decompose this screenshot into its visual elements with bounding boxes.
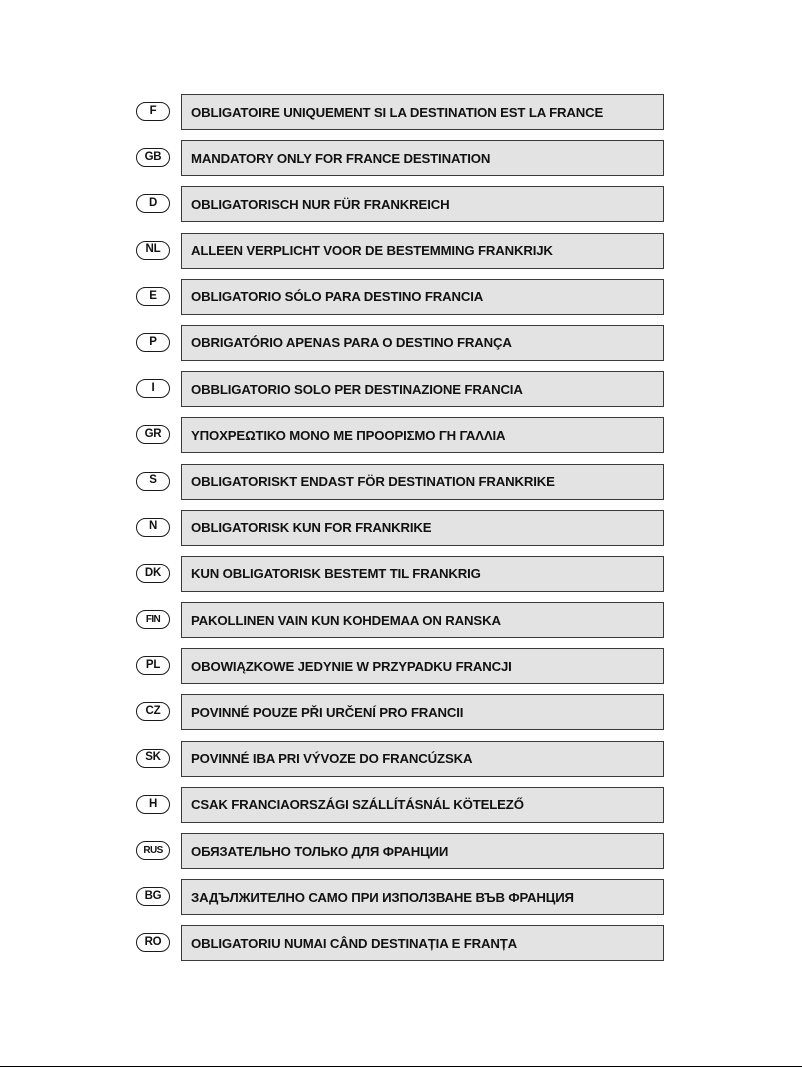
language-code-badge: P [136, 333, 170, 352]
notice-text: MANDATORY ONLY FOR FRANCE DESTINATION [181, 140, 664, 176]
notice-row-i [136, 371, 666, 407]
notice-row-cz [136, 694, 666, 730]
notice-text: OBLIGATORISCH NUR FÜR FRANKREICH [181, 186, 664, 222]
language-code-badge: E [136, 287, 170, 306]
language-code-badge: SK [136, 749, 170, 768]
notice-row-e [136, 279, 666, 315]
notice-text: KUN OBLIGATORISK BESTEMT TIL FRANKRIG [181, 556, 664, 592]
notice-text: OBBLIGATORIO SOLO PER DESTINAZIONE FRANCIA [181, 371, 664, 407]
notice-text: OBLIGATORISKT ENDAST FÖR DESTINATION FRANKRIKE [181, 464, 664, 500]
notice-text: ЗАДЪЛЖИТЕЛНО САМО ПРИ ИЗПОЛЗВАНЕ ВЪВ ФРАНЦИЯ [181, 879, 664, 915]
notice-text: POVINNÉ IBA PRI VÝVOZE DO FRANCÚZSKA [181, 741, 664, 777]
notice-text: ОБЯЗАТЕЛЬНО ТОЛЬКО ДЛЯ ФРАНЦИИ [181, 833, 664, 869]
language-code-badge: GR [136, 425, 170, 444]
notice-text: OBOWIĄZKOWE JEDYNIE W PRZYPADKU FRANCJI [181, 648, 664, 684]
notice-text: POVINNÉ POUZE PŘI URČENÍ PRO FRANCII [181, 694, 664, 730]
notice-list [136, 94, 666, 972]
notice-text: ALLEEN VERPLICHT VOOR DE BESTEMMING FRANKRIJK [181, 233, 664, 269]
notice-text: OBLIGATOIRE UNIQUEMENT SI LA DESTINATION EST LA FRANCE [181, 94, 664, 130]
language-code-badge: N [136, 518, 170, 537]
notice-row-rus [136, 833, 666, 869]
notice-row-gr [136, 417, 666, 453]
language-code-badge: BG [136, 887, 170, 906]
language-code-badge: PL [136, 656, 170, 675]
notice-row-n [136, 510, 666, 546]
notice-text: ΥΠΟΧΡΕΩΤΙΚΟ ΜΟΝΟ ΜΕ ΠΡΟΟΡΙΣΜΟ ΓΗ ΓΑΛΛΙΑ [181, 417, 664, 453]
language-code-badge: D [136, 194, 170, 213]
notice-text: PAKOLLINEN VAIN KUN KOHDEMAA ON RANSKA [181, 602, 664, 638]
page-bottom-rule [0, 1066, 802, 1067]
notice-text: OBLIGATORISK KUN FOR FRANKRIKE [181, 510, 664, 546]
notice-row-d [136, 186, 666, 222]
notice-row-p [136, 325, 666, 361]
language-code-badge: S [136, 472, 170, 491]
language-code-badge: RUS [136, 841, 170, 860]
notice-row-h [136, 787, 666, 823]
notice-row-pl [136, 648, 666, 684]
language-code-badge: DK [136, 564, 170, 583]
notice-row-s [136, 464, 666, 500]
language-code-badge: I [136, 379, 170, 398]
notice-text: OBLIGATORIO SÓLO PARA DESTINO FRANCIA [181, 279, 664, 315]
language-code-badge: FIN [136, 610, 170, 629]
notice-row-nl [136, 233, 666, 269]
notice-row-bg [136, 879, 666, 915]
language-code-badge: F [136, 102, 170, 121]
notice-row-ro [136, 925, 666, 961]
notice-text: OBRIGATÓRIO APENAS PARA O DESTINO FRANÇA [181, 325, 664, 361]
notice-row-f [136, 94, 666, 130]
language-code-badge: GB [136, 148, 170, 167]
language-code-badge: RO [136, 933, 170, 952]
notice-row-fin [136, 602, 666, 638]
notice-row-gb [136, 140, 666, 176]
language-code-badge: H [136, 795, 170, 814]
notice-text: CSAK FRANCIAORSZÁGI SZÁLLÍTÁSNÁL KÖTELEZŐ [181, 787, 664, 823]
notice-row-dk [136, 556, 666, 592]
language-code-badge: CZ [136, 702, 170, 721]
notice-row-sk [136, 741, 666, 777]
language-code-badge: NL [136, 241, 170, 260]
notice-text: OBLIGATORIU NUMAI CÂND DESTINAȚIA E FRANȚA [181, 925, 664, 961]
